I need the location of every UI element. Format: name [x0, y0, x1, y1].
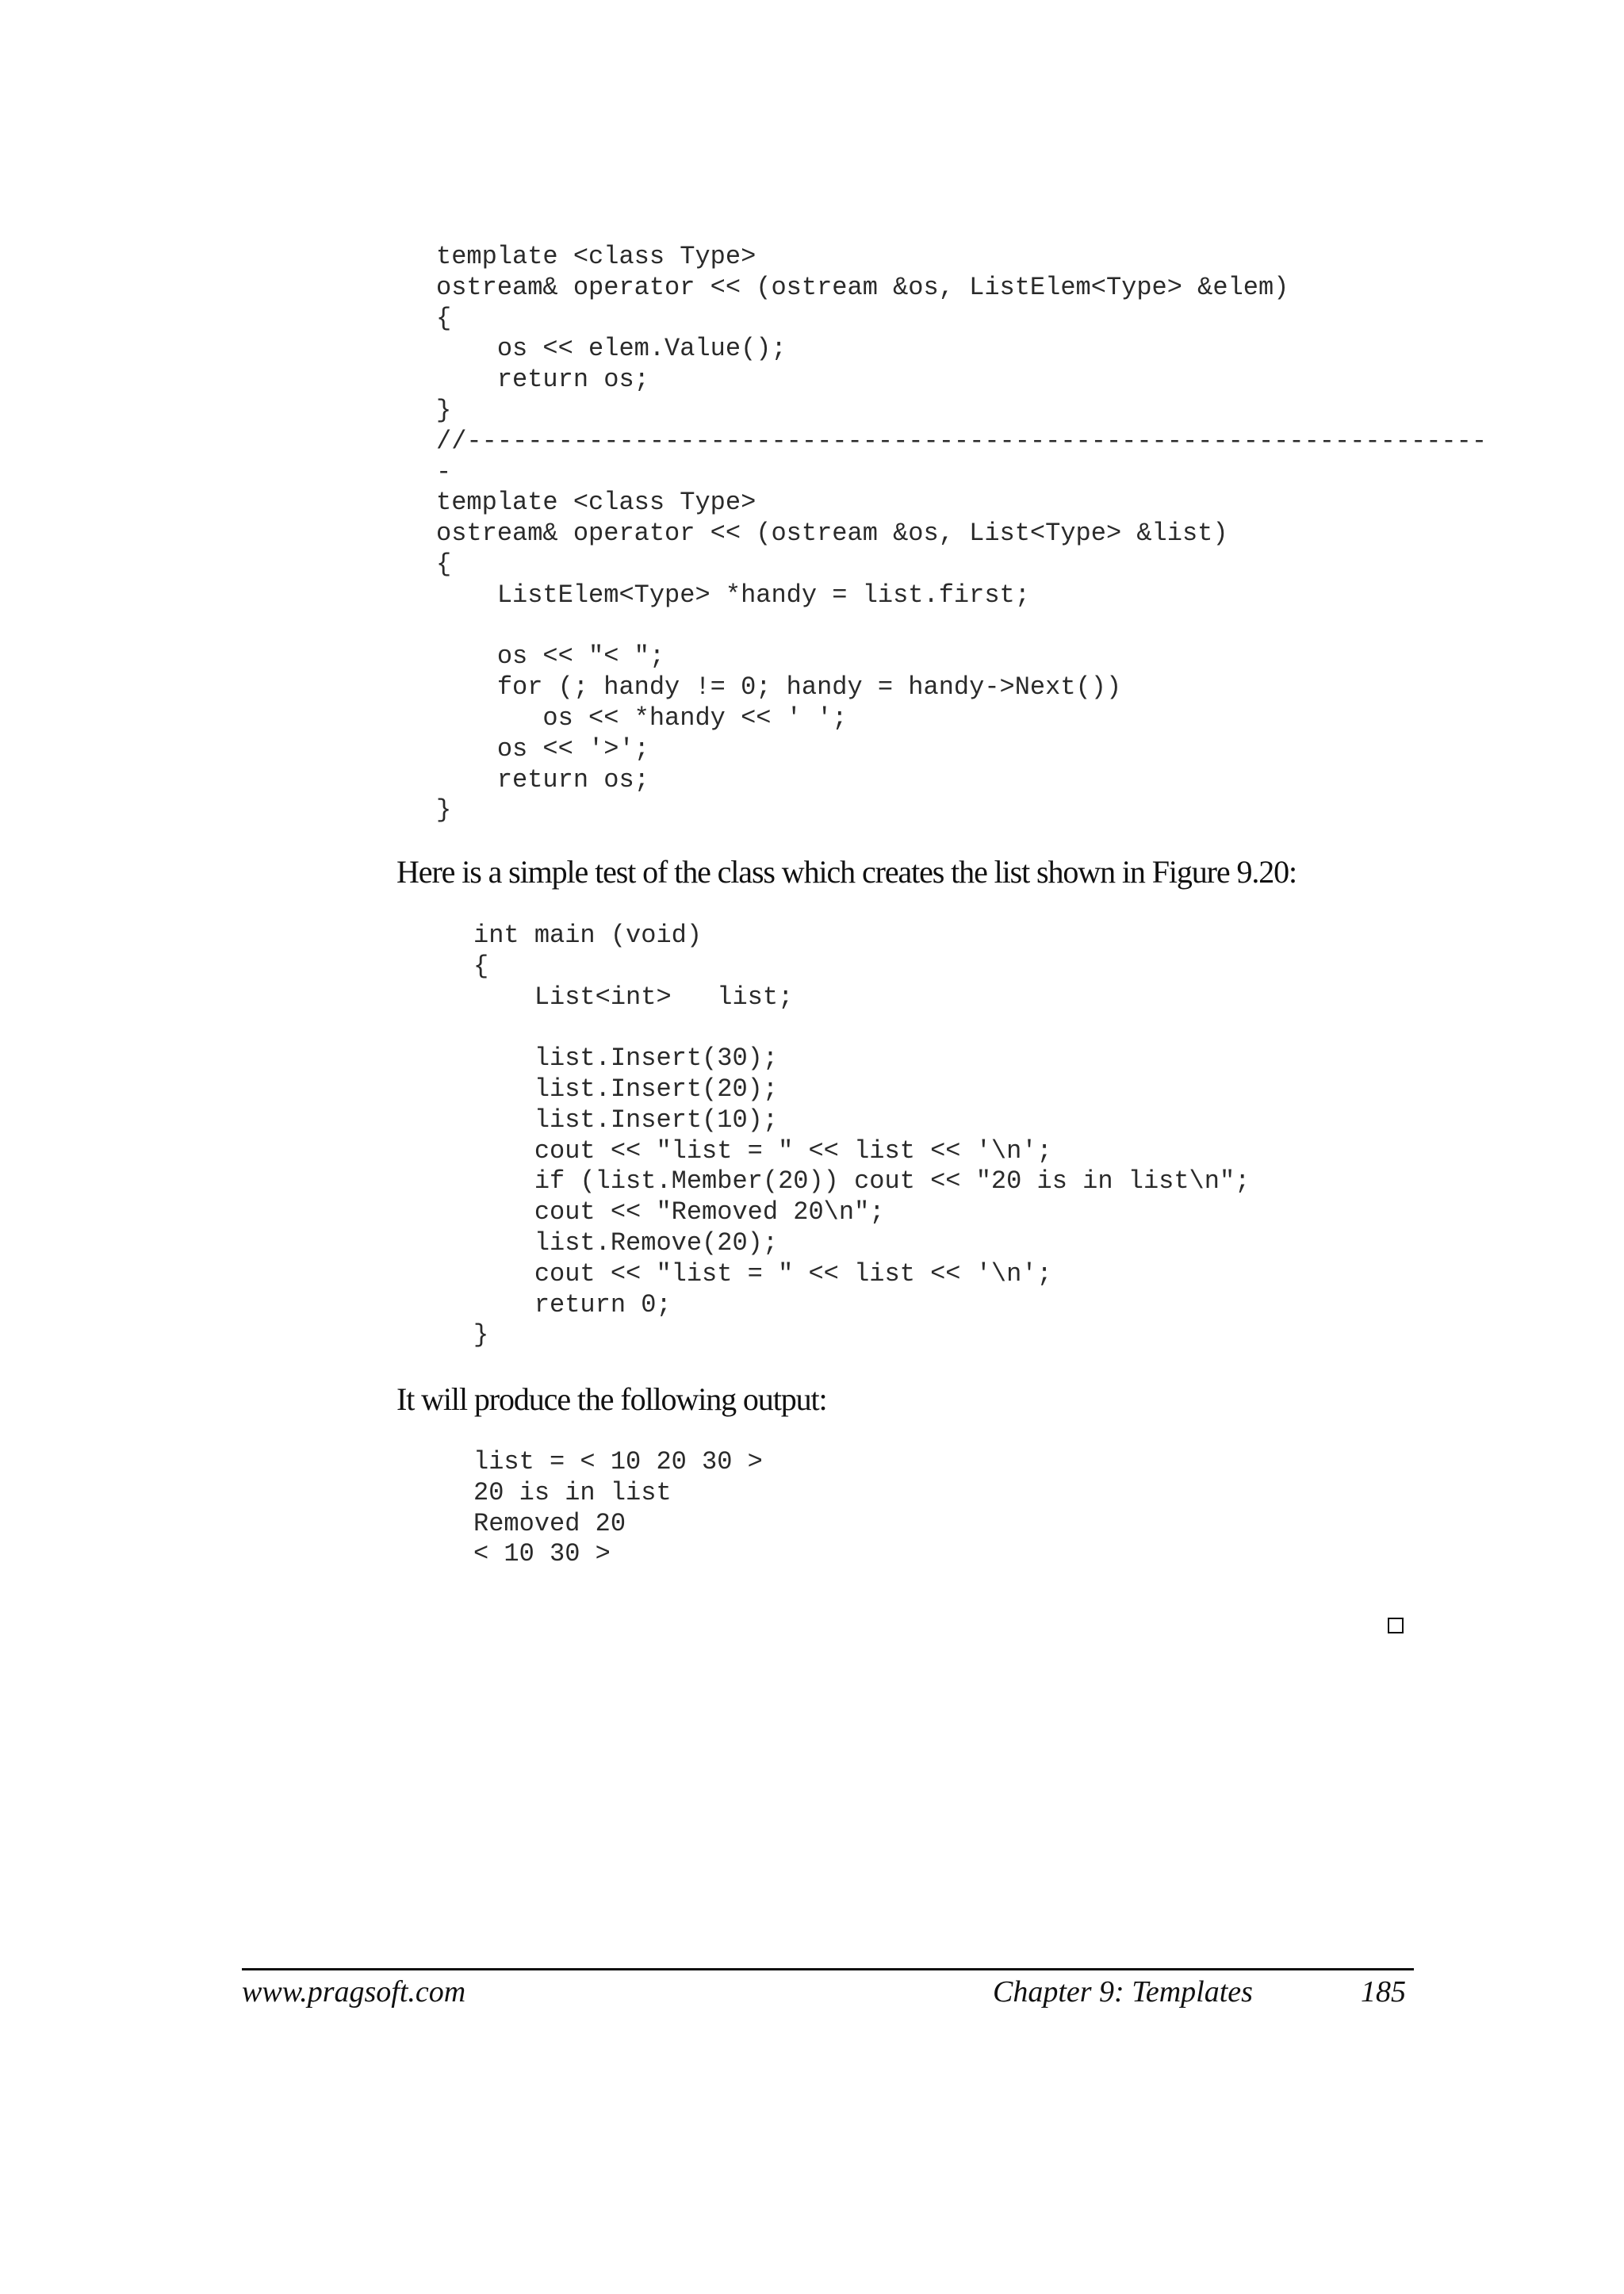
code-line: //------------------------------------------------------------------- — [436, 426, 1488, 456]
code-line: os << '>'; — [436, 733, 649, 764]
code-line: for (; handy != 0; handy = handy->Next()) — [436, 672, 1122, 703]
code-line: list = < 10 20 30 > — [473, 1447, 763, 1476]
code-line: template <class Type> — [436, 242, 756, 271]
code-line — [473, 1013, 1250, 1044]
code-line: if (list.Member(20)) cout << "20 is in list\n"; — [473, 1166, 1251, 1197]
code-line — [436, 611, 1487, 642]
code-line: } — [436, 395, 452, 425]
code-line: { — [436, 549, 452, 579]
code-line: ListElem<Type> *handy = list.first; — [436, 580, 1030, 610]
footer-divider — [242, 1968, 1414, 1970]
end-of-section-square-icon — [1388, 1618, 1404, 1633]
code-block-operator-overloads — [436, 242, 1487, 826]
footer-page-number: 185 — [1361, 1975, 1406, 2009]
code-line: cout << "list = " << list << '\n'; — [473, 1258, 1052, 1289]
code-block-main-test — [473, 921, 1250, 1351]
code-line: } — [473, 1320, 489, 1350]
code-line: list.Remove(20); — [473, 1227, 779, 1258]
code-line: os << *handy << ' '; — [436, 703, 848, 733]
code-line: ostream& operator << (ostream &os, List<Type> &list) — [436, 519, 1228, 549]
code-line: { — [436, 303, 452, 333]
code-line: list.Insert(20); — [473, 1074, 779, 1104]
code-line: Removed 20 — [473, 1508, 626, 1538]
code-line: template <class Type> — [436, 488, 756, 518]
code-block-program-output — [473, 1447, 763, 1570]
code-line: - — [436, 457, 452, 487]
code-line: int main (void) — [473, 921, 703, 950]
body-paragraph-test-intro: Here is a simple test of the class which creates the list shown in Figure 9.20: — [396, 854, 1297, 890]
code-line: list.Insert(30); — [473, 1044, 779, 1074]
code-line: return os; — [436, 764, 649, 795]
code-line: os << "< "; — [436, 641, 665, 672]
code-line: cout << "list = " << list << '\n'; — [473, 1136, 1052, 1166]
footer-website: www.pragsoft.com — [242, 1975, 466, 2009]
code-line: } — [436, 795, 452, 825]
code-line: 20 is in list — [473, 1477, 672, 1507]
code-line: ostream& operator << (ostream &os, ListElem<Type> &elem) — [436, 272, 1289, 302]
code-line: os << elem.Value(); — [436, 334, 787, 364]
code-line: cout << "Removed 20\n"; — [473, 1197, 885, 1227]
body-paragraph-output-intro: It will produce the following output: — [396, 1381, 827, 1417]
code-line: List<int> list; — [473, 982, 794, 1012]
code-line: return os; — [436, 365, 649, 395]
code-line: { — [473, 951, 489, 981]
code-line: return 0; — [473, 1289, 672, 1319]
footer-chapter-title: Chapter 9: Templates — [993, 1975, 1253, 2009]
code-line: list.Insert(10); — [473, 1105, 779, 1135]
code-line: < 10 30 > — [473, 1539, 611, 1569]
